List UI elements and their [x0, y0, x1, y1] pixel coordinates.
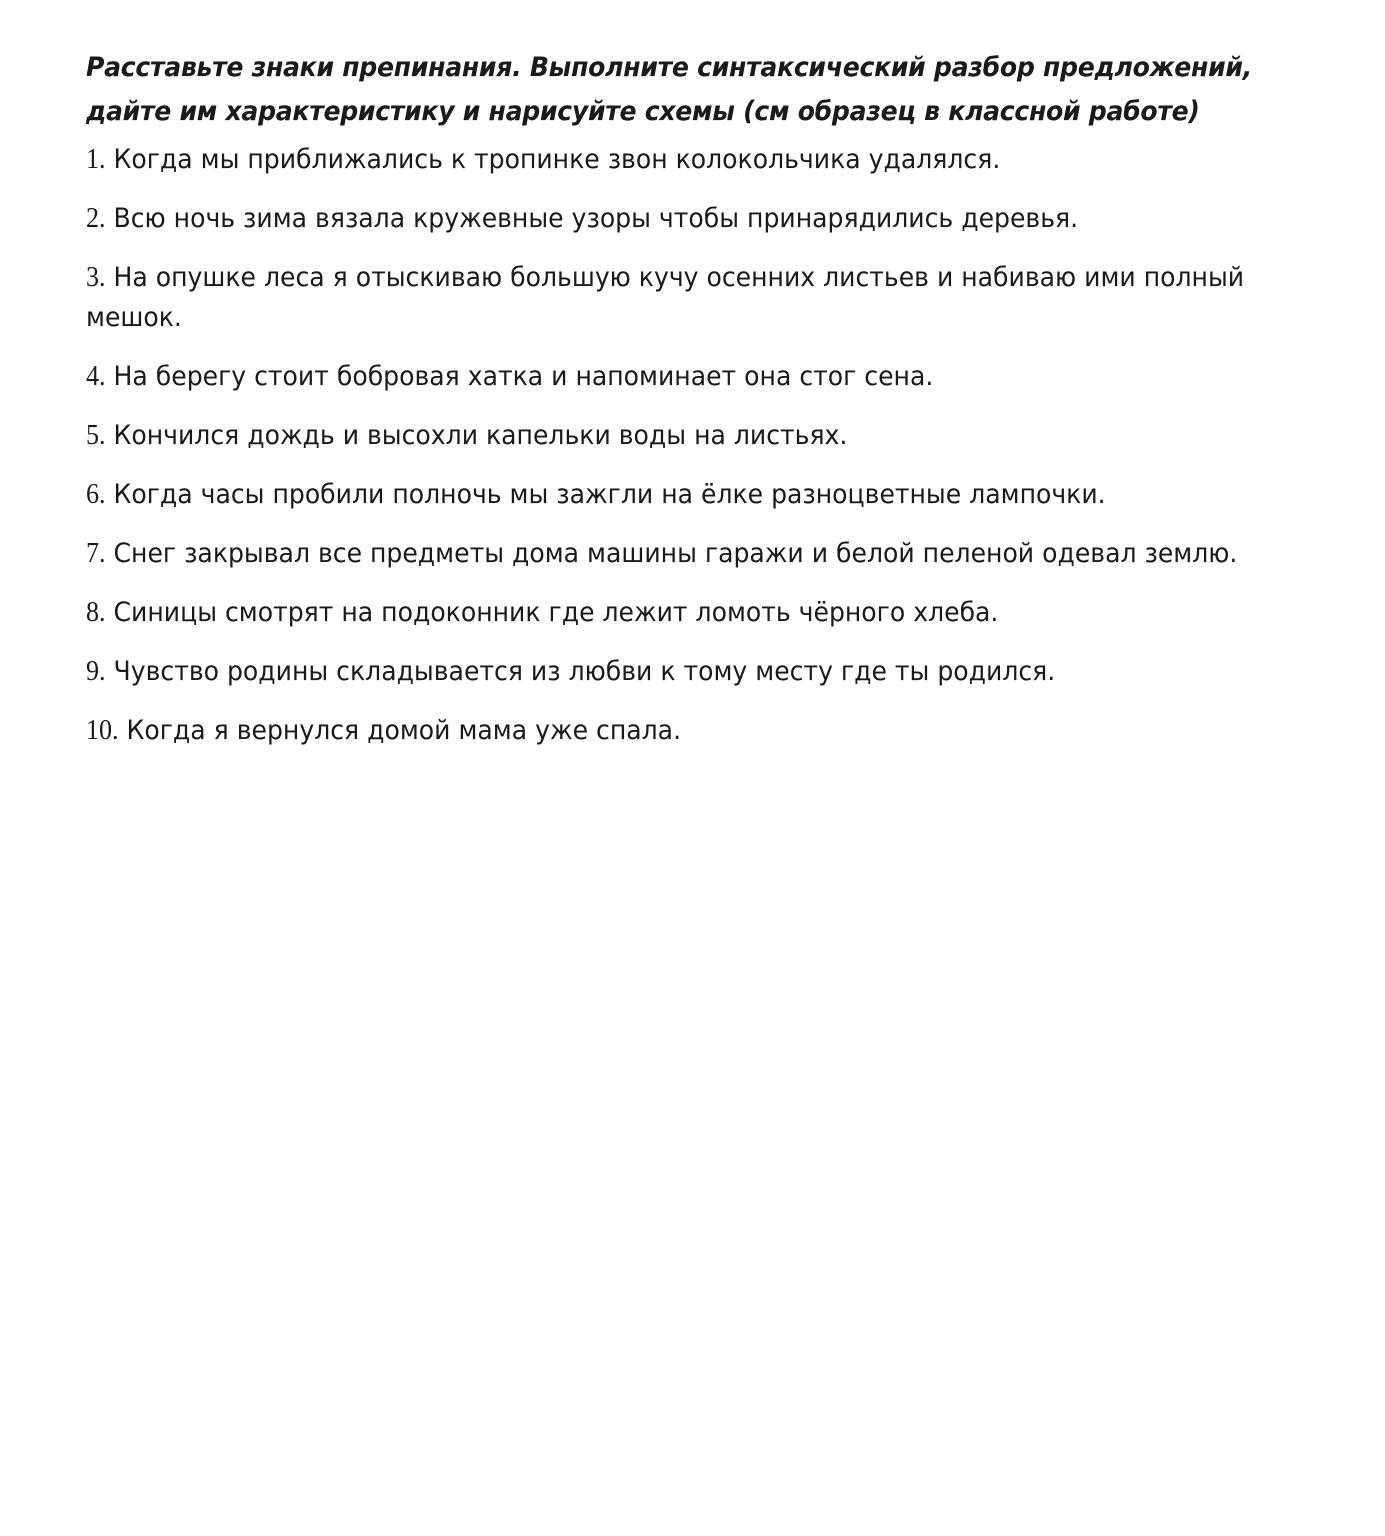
sentence-item: [86, 475, 1314, 515]
sentence-number: 1.: [86, 144, 106, 175]
sentence-text: Когда я вернулся домой мама уже спала.: [118, 715, 682, 746]
sentence-item: [86, 199, 1314, 239]
sentence-number: 10.: [86, 715, 119, 746]
sentence-number: 4.: [86, 361, 106, 392]
document-page: [86, 46, 1316, 770]
sentence-text: Снег закрывал все предметы дома машины гаражи и белой пеленой одевал землю.: [105, 538, 1238, 569]
sentence-number: 9.: [86, 656, 106, 687]
sentence-item: [86, 711, 1314, 751]
sentence-item: [86, 593, 1314, 633]
sentence-item: [86, 357, 1314, 397]
sentence-text: На опушке леса я отыскиваю большую кучу осенних листьев и набиваю ими полный мешок.: [86, 262, 1245, 333]
sentence-list: [86, 140, 1316, 751]
sentence-text: На берегу стоит бобровая хатка и напоминает она стог сена.: [105, 361, 934, 392]
sentence-text: Когда мы приближались к тропинке звон колокольчика удалялся.: [105, 144, 1001, 175]
sentence-number: 8.: [86, 597, 106, 628]
sentence-number: 7.: [86, 538, 106, 569]
sentence-number: 6.: [86, 479, 106, 510]
sentence-number: 2.: [86, 203, 106, 234]
sentence-text: Всю ночь зима вязала кружевные узоры чтобы принарядились деревья.: [105, 203, 1079, 234]
sentence-item: [86, 534, 1314, 574]
sentence-text: Когда часы пробили полночь мы зажгли на ёлке разноцветные лампочки.: [105, 479, 1106, 510]
sentence-item: [86, 140, 1314, 180]
sentence-text: Кончился дождь и высохли капельки воды на листьях.: [105, 420, 848, 451]
sentence-text: Синицы смотрят на подоконник где лежит ломоть чёрного хлеба.: [105, 597, 999, 628]
sentence-number: 3.: [86, 262, 106, 293]
sentence-text: Чувство родины складывается из любви к тому месту где ты родился.: [105, 656, 1056, 687]
sentence-number: 5.: [86, 420, 106, 451]
sentence-item: [86, 652, 1314, 692]
sentence-item: [86, 258, 1314, 338]
task-instruction: Расставьте знаки препинания. Выполните синтаксический разбор предложений, дайте им характеристику и нарисуйте схемы (см образец в классной работе): [86, 52, 1253, 127]
sentence-item: [86, 416, 1314, 456]
